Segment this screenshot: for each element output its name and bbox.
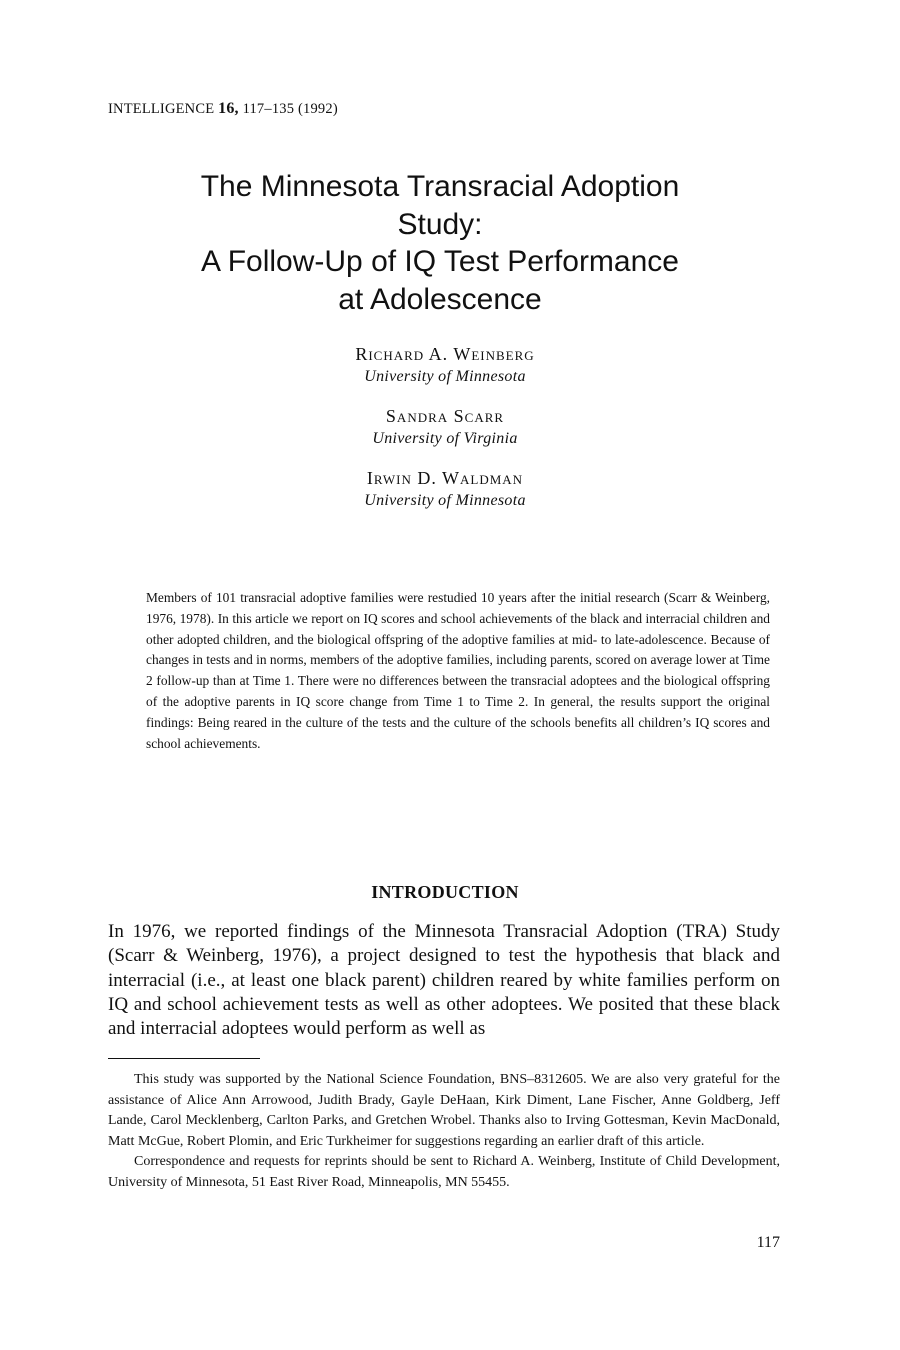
title-line-3: A Follow-Up of IQ Test Performance	[201, 245, 679, 278]
footnotes	[108, 1070, 780, 1194]
author-affiliation: University of Minnesota	[364, 492, 526, 509]
page-number: 117	[756, 1234, 780, 1251]
running-head	[108, 100, 338, 118]
footnote-correspondence: Correspondence and requests for reprints should be sent to Richard A. Weinberg, Institute of Child Development, University of Minnesota, 51 East River Road, Minneapolis, MN 55455.	[108, 1154, 780, 1190]
author-name: Sandra Scarr	[385, 406, 505, 426]
footnote-funding: This study was supported by the National Science Foundation, BNS–8312605. We are also very grateful for the assistance of Alice Ann Arrowood, Judith Brady, Gayle DeHaan, Kirk Diment, Lane Fischer, Anne Goldberg, Jeff Lande, Carol Mecklenberg, Carlton Parks, and Gretchen Wrobel. Thanks also to Irving Gottesman, Kevin MacDonald, Matt McGue, Robert Plomin, and Eric Turkheimer for suggestions regarding an earlier draft of this article.	[108, 1072, 780, 1149]
journal-volume: 16,	[218, 100, 239, 117]
author-name: Richard A. Weinberg	[355, 344, 535, 364]
title-line-4: at Adolescence	[338, 282, 542, 316]
title-line-2: Study:	[397, 207, 483, 241]
article-title	[110, 168, 770, 318]
author-block-waldman	[110, 466, 780, 512]
author-list	[110, 342, 780, 528]
author-name: Irwin D. Waldman	[366, 468, 524, 488]
journal-name: INTELLIGENCE	[108, 101, 215, 117]
journal-pages-year: 117–135 (1992)	[242, 101, 338, 117]
author-affiliation: University of Virginia	[372, 430, 518, 447]
author-block-weinberg	[110, 342, 780, 388]
author-block-scarr	[110, 404, 780, 450]
introduction-paragraph: In 1976, we reported findings of the Minnesota Transracial Adoption (TRA) Study (Scarr & Weinberg, 1976), a project designed to test the hypothesis that black and interracial (i.e., at least one black parent) children reared by white families perform on IQ and school achievement tests as well as other adoptees. We posited that these black and interracial adoptees would perform as well as	[108, 921, 780, 1040]
section-heading-introduction: INTRODUCTION	[371, 882, 519, 902]
abstract: Members of 101 transracial adoptive families were restudied 10 years after the initial research (Scarr & Weinberg, 1976, 1978). In this article we report on IQ scores and school achievements of the black and interracial children and other adopted children, and the biological offspring of the adoptive families at mid- to late-adolescence. Because of changes in tests and in norms, members of the adoptive families, including parents, scored on average lower at Time 2 follow-up than at Time 1. There were no differences between the transracial adoptees and the biological offspring of the adoptive parents in IQ score change from Time 1 to Time 2. In general, the results support the original findings: Being reared in the culture of the tests and the culture of the schools benefits all children’s IQ scores and school achievements.	[146, 590, 770, 751]
author-affiliation: University of Minnesota	[364, 368, 526, 385]
title-line-1: The Minnesota Transracial Adoption	[200, 170, 680, 203]
footnote-divider	[108, 1058, 260, 1059]
